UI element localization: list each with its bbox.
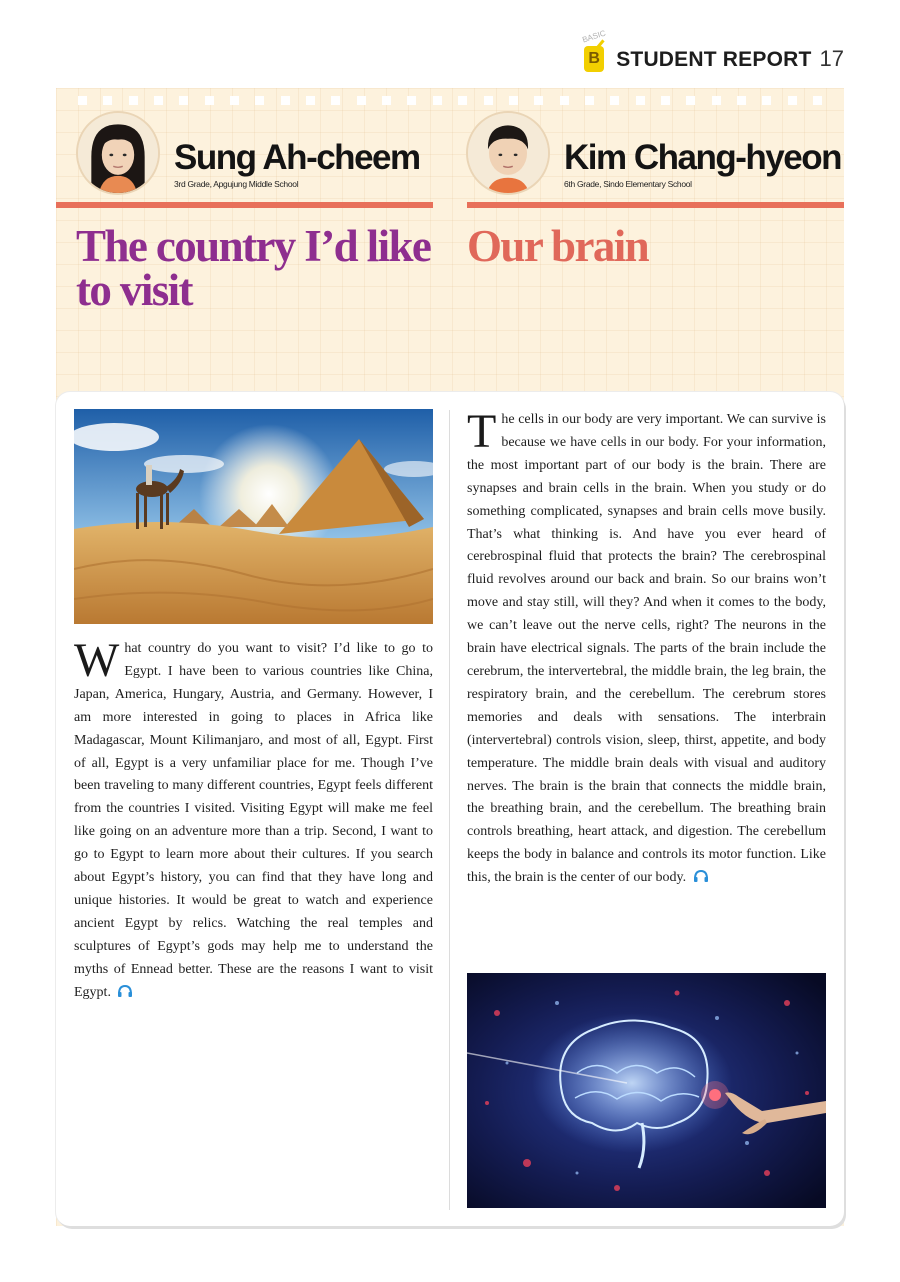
article-title-right: Our brain (467, 221, 649, 271)
drop-cap: T (467, 405, 497, 458)
binder-holes (78, 96, 822, 106)
drop-cap: W (74, 634, 120, 687)
article-title-left: The country I’d like to visit (76, 221, 431, 315)
headphone-icon (117, 984, 133, 998)
author-name: Kim Chang-hyeon (564, 137, 841, 177)
basic-badge-icon (581, 28, 608, 74)
title-rule-right (467, 202, 844, 208)
article-body-right (467, 405, 826, 890)
body-text: hat country do you want to visit? I’d like to go to Egypt. I have been to various countries like China, Japan, America, Hungary, Austria, and Germany. However, I am more interested in going to places in Africa like Madagascar, Mount Kilimanjaro, and most of all, Egypt. First of all, Egypt is a very unfamiliar place for me. Though I’ve been traveling to many different countries, Egypt feels different from the countries I visited. Visiting Egypt will make me feel like going on an adventure more than a trip. Second, I want to go to Egypt to learn more about their cultures. If you search about Egypt’s history, you can find that they have long and unique histories. It would be great to watch and experience ancient Egypt by relics. Watching the real temples and sculptures of Egypt’s gods may help me to understand the myths of Ennead better. These are the reasons I want to visit Egypt. (74, 641, 433, 1000)
digital-brain-photo (467, 973, 826, 1208)
column-divider (449, 410, 450, 1210)
egypt-pyramids-photo (74, 409, 433, 624)
title-rule-left (56, 202, 433, 208)
author-name: Sung Ah-cheem (174, 137, 420, 177)
badge-letter: B (584, 46, 604, 72)
avatar (76, 111, 160, 195)
section-label: STUDENT REPORT (616, 48, 812, 71)
headphone-icon (693, 869, 709, 883)
article-body-left (74, 634, 433, 1005)
body-text: he cells in our body are very important. We can survive is because we have cells in our body. For your information, the most important part of our body is the brain. There are synapses and brain cells in the brain. When you study or do something complicated, synapses and brain cells move busily. That’s what thinking is. And have you ever heard of cerebrospinal fluid that protects the brain? The cerebrospinal fluid revolves around our back and brain. So our brains won’t move and stay still, will they? And when it comes to the body, we can’t leave out the nerve cells, right? The neurons in the brain have electrical signals. The parts of the brain include the cerebrum, the intervertebral, the middle brain, the leg brain, the respiratory brain, and the cerebellum. The cerebrum stores memories and deals with sensations. The interbrain (intervertebral) controls vision, sleep, thirst, appetite, and body temperature. The middle brain deals with visual and auditory nerves. The brain is the brain that connects the middle brain, the breathing brain, and the cerebellum. The breathing brain controls breathing, heart attack, and digestion. The cerebellum keeps the body in balance and controls its motor function. Like this, the brain is the center of our body. (467, 412, 826, 886)
page-number: 17 (819, 46, 844, 71)
author-school: 3rd Grade, Apgujung Middle School (174, 178, 299, 189)
author-school: 6th Grade, Sindo Elementary School (564, 178, 692, 189)
page-header (582, 30, 844, 74)
badge-tag: BASIC (581, 28, 608, 45)
avatar (466, 111, 550, 195)
author-right (466, 110, 841, 196)
author-left (76, 110, 420, 196)
